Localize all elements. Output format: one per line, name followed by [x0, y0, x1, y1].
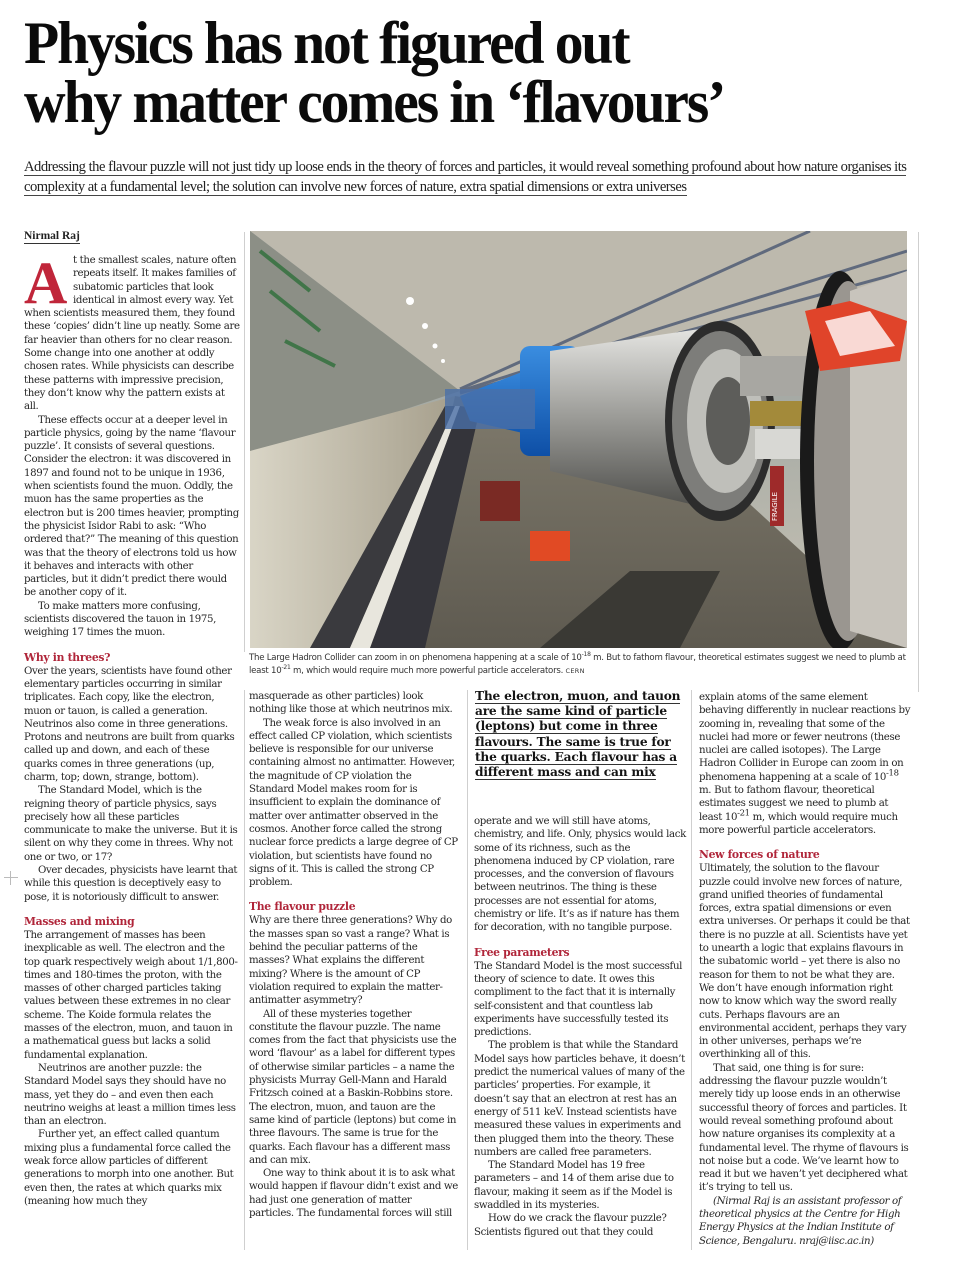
paragraph: The Standard Model has 19 free parameters – and 14 of them arise due to flavour, making it seem as if the Model is swaddled in its mysteries. [474, 1160, 674, 1212]
subhead-free-parameters: Free parameters [474, 945, 570, 959]
headline [24, 10, 917, 135]
paragraph: How do we crack the flavour puzzle? Scientists figured out that they could [474, 1213, 667, 1238]
paragraph: masquerade as other particles) look nothing like those at which neutrinos mix. [249, 691, 453, 716]
article-column-2 [249, 690, 459, 1220]
paragraph: These effects occur at a deeper level in particle physics, going by the name ‘flavour puzzle’. It consists of several questions. Consider the electron: it was discovered in 1897 and found not to be unique in 1936, when scientists found the muon. Oddly, the muon has the same properties as the electron but is 200 times heavier, prompting the physicist Isidor Rabi to ask: “Who ordered that?” The meaning of this question was that the theory of electrons told us how it behaves and interacts with other particles, but it didn’t predict there would be another copy of it. [24, 414, 239, 599]
author-bio: (Nirmal Raj is an assistant professor of theoretical physics at the Centre for High Energy Physics at the Indian Institute of Science, Bengaluru. nraj@iisc.ac.in) [699, 1195, 902, 1247]
column-divider [244, 232, 245, 652]
subhead-the-flavour-puzzle: The flavour puzzle [249, 900, 356, 914]
paragraph: At the smallest scales, nature often repeats itself. It makes families of subatomic particles that look identical in almost every way. Yet when scientists measured them, they found these ‘copies’ didn’t line up neatly. Some are far heavier than others for no clear reason. Some change into one another at oddly chosen rates. While physicists can describe these patterns with impressive precision, they don’t know why the pattern exists at all. [24, 250, 240, 413]
article-column-4 [699, 691, 911, 1248]
paragraph: All of these mysteries together constitute the flavour puzzle. The name comes from the fact that physicists use the word ‘flavour’ as a label for different types of otherwise similar particles – a name the physicists Murray Gell-Mann and Harald Fritzsch coined at a Baskin-Robbins store. The electron, muon, and tauon are the same kind of particle (leptons) but come in three flavours. The same is true for the quarks. Each flavour has a different mass and can mix. [249, 1008, 457, 1166]
paragraph: The problem is that while the Standard Model says how particles behave, it doesn’t predict the numerical values of many of the particles’ properties. For example, it doesn’t say that an electron at rest has an energy of 511 keV. Instead scientists have measured these values in experiments and then plugged them into the theory. These numbers are called free parameters. [474, 1040, 685, 1158]
paragraph: Over the years, scientists have found other elementary particles occurring in similar triplicates. Each copy, like the electron, muon or tauon, is called a generation. Neutrinos also come in three generations. Protons and neutrons are built from quarks called up and down, and each of these quarks comes in three generations (up, charm, top; down, strange, bottom). [24, 665, 235, 783]
paragraph: The arrangement of masses has been inexplicable as well. The electron and the top quark respectively weigh about 1/1,800-times and 180-times the proton, with the masses of other charged particles taking values between these extremes in no clear scheme. The Koide formula relates the masses of the electron, muon, and tauon in a mathematical guess but lacks a solid fundamental explanation. [24, 929, 238, 1061]
byline: Nirmal Raj [24, 230, 80, 242]
photo-credit: CERN [565, 667, 585, 675]
exponent: -21 [737, 808, 750, 819]
column-divider [244, 690, 245, 1250]
paragraph: Ultimately, the solution to the flavour puzzle could involve new forces of nature, grand unified theories of fundamental forces, extra spatial dimensions or even extra universes. Or perhaps it could be that there is no puzzle at all. Scientists have yet to unearth a logic that explains flavours in the subatomic world – yet there is also no reason for them to not be what they are. We don’t have enough information right now to know which way the sword really cuts. Perhaps flavours are an environmental accident, perhaps they vary in other universes, perhaps we’re overthinking all of this. [699, 863, 910, 1061]
drop-cap: A [24, 250, 67, 316]
headline-line-2: why matter comes in ‘flavours’ [24, 69, 725, 135]
registration-mark [4, 871, 18, 885]
paragraph: Neutrinos are another puzzle: the Standard Model says they should have no mass, yet they do – and even then each neutrino weighs at least a million times less than an electron. [24, 1062, 236, 1128]
paragraph: One way to think about it is to ask what would happen if flavour didn’t exist and we had just one generation of matter particles. The fundamental forces will still [249, 1168, 458, 1219]
paragraph: The Standard Model is the most successful theory of science to date. It owes this compliment to the fact that it is internally self-consistent and that countless lab experiments have successfully tested its predictions. [474, 960, 683, 1039]
pull-quote-text: The electron, muon, and tauon are the same kind of particle (leptons) but come in three flavours. The same is true for the quarks. Each flavour has a different mass and can mix [475, 689, 681, 780]
photo-caption [249, 652, 914, 678]
paragraph: The Standard Model, which is the reigning theory of particle physics, says precisely how all these particles communicate to make the universe. But it is silent on why they come in threes. Why not one or two, or 17? [24, 785, 238, 863]
article-column-3 [474, 815, 686, 1239]
caption-exponent: -21 [281, 664, 291, 672]
pull-quote [475, 689, 687, 780]
paragraph: That said, one thing is for sure: addressing the flavour puzzle wouldn’t merely tidy up loose ends in an otherwise successful theory of forces and particles. It would reveal something profound about how nature organises its complexity at a fundamental level. The rhyme of flavours is not noise but a code. We’ve learnt how to read it but we haven’t yet deciphered what it’s trying to tell us. [699, 1062, 909, 1194]
subhead-masses-and-mixing: Masses and mixing [24, 914, 135, 928]
caption-text: The Large Hadron Collider can zoom in on phenomena happening at a scale of 10 [249, 653, 582, 663]
lhc-photo [250, 231, 907, 648]
paragraph: Over decades, physicists have learnt that while this question is deceptively easy to pose, it is notoriously difficult to answer. [24, 865, 238, 903]
paragraph: operate and we will still have atoms, chemistry, and life. Only, physics would lack some of its richness, such as the phenomena induced by CP violation, rare processes, and the conversion of flavours between neutrinos. The thing is these processes are not essential for atoms, chemistry or life. It’s as if nature has them for decoration, with no tangible purpose. [474, 816, 686, 934]
paragraph: To make matters more confusing, scientists discovered the tauon in 1975, weighing 17 times the muon. [24, 600, 217, 639]
headline-line-1: Physics has not figured out [24, 10, 629, 76]
standfirst [24, 157, 944, 197]
fragile-sign: FRAGILE [771, 491, 779, 521]
caption-text: m. But to fathom flavour, theoretical estimates suggest we need to plumb at least 10 [249, 653, 906, 676]
subhead-why-in-threes: Why in threes? [24, 650, 111, 664]
subhead-new-forces-of-nature: New forces of nature [699, 848, 820, 862]
caption-text: m, which would require much more powerful particle accelerators. [290, 666, 564, 676]
standfirst-text: Addressing the flavour puzzle will not just tidy up loose ends in the theory of forces and particles, it would reveal something profound about how nature organises its complexity at a fundamental level; the solution can involve new forces of nature, extra spatial dimensions or extra universes [24, 159, 907, 195]
lhc-tunnel-illustration [250, 231, 907, 648]
paragraph: explain atoms of the same element behaving differently in nuclear reactions by zooming in, revealing that some of the nuclei had more or fewer neutrons (these nuclei are called isotopes). The Large Hadron Collider in Europe can zoom in on phenomena happening at a scale of $10^{-18}$ m. But to fathom flavour, theoretical estimates suggest we need to plumb at least $10^{-21}$ m, which would require much more powerful particle accelerators. [699, 692, 911, 836]
paragraph: Further yet, an effect called quantum mixing plus a fundamental force called the weak force allow particles of different generations to morph into one another. But even then, the rates at which quarks mix (meaning how much they [24, 1129, 234, 1207]
column-divider [691, 690, 692, 1250]
caption-exponent: -18 [581, 651, 591, 659]
column-divider [918, 232, 919, 692]
paragraph: The weak force is also involved in an effect called CP violation, which scientists believe is responsible for our universe containing almost no antimatter. However, the magnitude of CP violation the Standard Model makes room for is insufficient to explain the dominance of matter over antimatter observed in the cosmos. Another force called the strong nuclear force predicts a large degree of CP violation, but scientists have found no signs of it. This is called the strong CP problem. [249, 717, 458, 889]
exponent: -18 [885, 768, 899, 779]
column-divider [467, 690, 468, 1250]
paragraph: Why are there three generations? Why do the masses span so vast a range? What is behind the peculiar patterns of the masses? What explains the different mixing? Where is the amount of CP violation required to explain the matter-antimatter asymmetry? [249, 915, 452, 1007]
article-column-1 [24, 250, 240, 1208]
